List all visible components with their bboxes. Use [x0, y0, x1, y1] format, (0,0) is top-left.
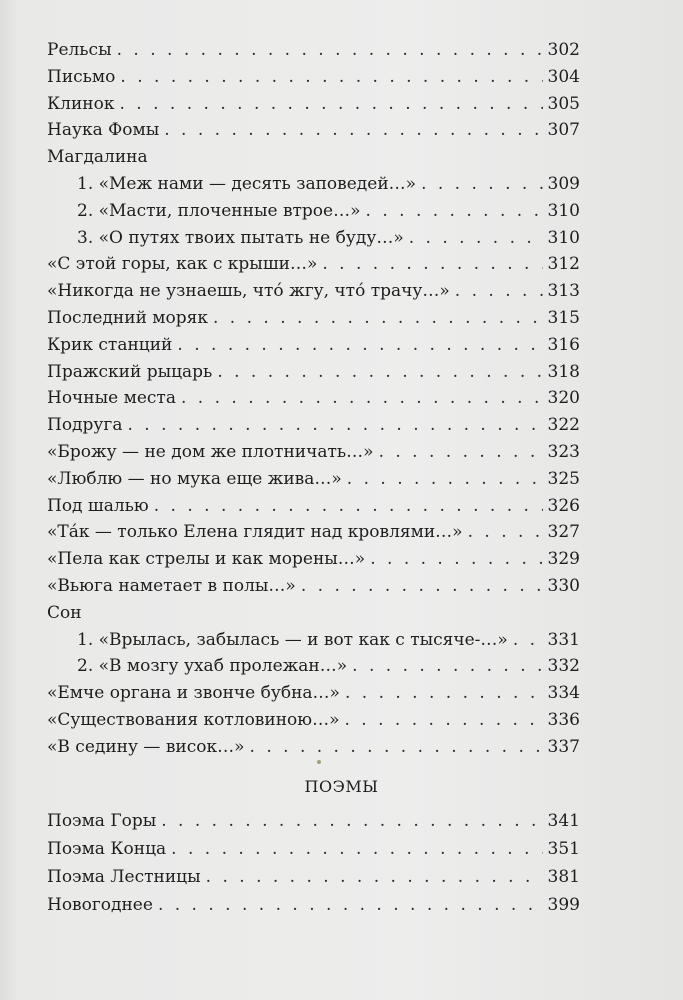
entry-page: 323: [547, 441, 580, 462]
entry-title: «Никогда не узнаешь, что́ жгу, что́ трачу…»: [47, 281, 450, 302]
toc-entry-thomas: [47, 117, 580, 144]
toc-entry-night-places: [47, 385, 580, 412]
entry-page: 332: [547, 656, 580, 677]
entry-title: Под шалью: [47, 495, 149, 516]
entry-page: 329: [547, 549, 580, 570]
dot-leader: [164, 117, 542, 144]
dot-leader: [344, 707, 542, 734]
entry-title: 2. «Масти, плоченные втрое…»: [77, 200, 361, 221]
entry-title: «Брожу — не дом же плотничать…»: [47, 441, 374, 462]
entry-page: 326: [547, 495, 580, 516]
dot-leader: [301, 573, 543, 600]
dot-leader: [161, 807, 542, 835]
toc-entry-dream-2: [47, 653, 580, 680]
entry-page: 315: [547, 307, 580, 328]
entry-page: 312: [547, 254, 580, 275]
entry-page: 337: [547, 736, 580, 757]
poems-contents: [47, 807, 580, 919]
entry-title: «Емче органа и звонче бубна…»: [47, 683, 340, 704]
dot-leader: [347, 466, 543, 493]
dot-leader: [366, 198, 543, 225]
entry-page: 320: [547, 388, 580, 409]
entry-title: Поэма Конца: [47, 839, 167, 859]
entry-page: 327: [547, 522, 580, 543]
entry-page: 331: [547, 629, 580, 650]
toc-entry-organ: [47, 680, 580, 707]
toc-entry-arrows: [47, 546, 580, 573]
entry-page: 316: [547, 334, 580, 355]
entry-title: 1. «Меж нами — десять заповедей…»: [77, 173, 417, 194]
toc-entry-love: [47, 466, 580, 493]
ink-speck: [317, 760, 321, 764]
entry-title: 3. «О путях твоих пытать не буду…»: [77, 227, 404, 248]
entry-page: 307: [547, 120, 580, 141]
dot-leader: [117, 37, 543, 64]
entry-title: «Вьюга наметает в полы…»: [47, 575, 296, 596]
entry-page: 399: [547, 895, 580, 915]
entry-page: 325: [547, 468, 580, 489]
toc-entry-mountain-roof: [47, 251, 580, 278]
entry-page: 318: [547, 361, 580, 382]
dot-leader: [379, 439, 543, 466]
group-title: Магдалина: [47, 147, 148, 168]
dot-leader: [120, 64, 542, 91]
entry-page: 330: [547, 575, 580, 596]
entry-title: Подруга: [47, 415, 123, 436]
dot-leader: [181, 385, 543, 412]
dot-leader: [370, 546, 542, 573]
toc-entry-poem-staircase: [47, 863, 580, 891]
toc-entry-dream-1: [47, 627, 580, 654]
toc-entry-wander: [47, 439, 580, 466]
dot-leader: [513, 627, 543, 654]
entry-page: 310: [547, 200, 580, 221]
entry-title: Пражский рыцарь: [47, 361, 213, 382]
entry-title: Клинок: [47, 93, 115, 114]
entry-title: Последний моряк: [47, 307, 208, 328]
toc-entry-blizzard: [47, 573, 580, 600]
toc-group-dream: [47, 600, 580, 627]
dot-leader: [468, 519, 543, 546]
dot-leader: [158, 891, 543, 919]
entry-title: «Люблю — но мука еще жива…»: [47, 468, 342, 489]
toc-entry-prague-knight: [47, 359, 580, 386]
toc-entry-existence: [47, 707, 580, 734]
dot-leader: [322, 251, 542, 278]
toc-entry-new-year: [47, 891, 580, 919]
entry-page: 341: [547, 811, 580, 831]
toc-group-magdalene: [47, 144, 580, 171]
toc-entry-magdalene-2: [47, 198, 580, 225]
group-title: Сон: [47, 602, 82, 623]
toc-entry-rails: [47, 37, 580, 64]
entry-page: 310: [547, 227, 580, 248]
entry-page: 336: [547, 709, 580, 730]
dot-leader: [171, 835, 542, 863]
toc-entry-never-know: [47, 278, 580, 305]
entry-page: 304: [547, 66, 580, 87]
entry-page: 309: [547, 173, 580, 194]
toc-entry-last-sailor: [47, 305, 580, 332]
dot-leader: [455, 278, 543, 305]
dot-leader: [206, 863, 543, 891]
entry-title: 1. «Врылась, забылась — и вот как с тысяче-…»: [77, 629, 508, 650]
toc-entry-temple: [47, 734, 580, 761]
toc-entry-poem-end: [47, 835, 580, 863]
toc-entry-blade: [47, 91, 580, 118]
entry-title: Ночные места: [47, 388, 176, 409]
toc-entry-helen: [47, 519, 580, 546]
toc-entry-letter: [47, 64, 580, 91]
entry-title: «Та́к — только Елена глядит над кровлями…»: [47, 522, 463, 543]
toc-entry-under-shawl: [47, 493, 580, 520]
entry-page: 302: [547, 40, 580, 60]
toc-entry-friend: [47, 412, 580, 439]
dot-leader: [127, 412, 542, 439]
entry-page: 334: [547, 683, 580, 704]
dot-leader: [352, 653, 542, 680]
entry-page: 305: [547, 93, 580, 114]
dot-leader: [177, 332, 542, 359]
entry-title: Поэма Лестницы: [47, 867, 201, 887]
entry-title: «Пела как стрелы и как морены…»: [47, 549, 366, 570]
entry-title: 2. «В мозгу ухаб пролежан…»: [77, 656, 348, 677]
toc-entry-magdalene-3: [47, 225, 580, 252]
table-of-contents: [47, 37, 580, 761]
toc-entry-magdalene-1: [47, 171, 580, 198]
entry-title: Крик станций: [47, 334, 173, 355]
dot-leader: [250, 734, 543, 761]
dot-leader: [421, 171, 542, 198]
dot-leader: [345, 680, 543, 707]
section-heading: ПОЭМЫ: [304, 777, 379, 796]
entry-title: «В седину — висок…»: [47, 736, 245, 757]
dot-leader: [409, 225, 543, 252]
entry-title: Поэма Горы: [47, 811, 157, 831]
toc-entry-station-cry: [47, 332, 580, 359]
toc-entry-poem-mountain: [47, 807, 580, 835]
entry-title: «С этой горы, как с крыши…»: [47, 254, 318, 275]
entry-title: «Существования котловиною…»: [47, 709, 340, 730]
entry-title: Письмо: [47, 66, 116, 87]
entry-page: 313: [547, 281, 580, 302]
entry-page: 322: [547, 415, 580, 436]
dot-leader: [213, 305, 543, 332]
dot-leader: [217, 359, 542, 386]
dot-leader: [119, 91, 542, 118]
entry-title: Наука Фомы: [47, 120, 160, 141]
entry-page: 351: [547, 839, 580, 859]
dot-leader: [154, 493, 543, 520]
entry-title: Рельсы: [47, 40, 112, 60]
entry-title: Новогоднее: [47, 895, 153, 915]
entry-page: 381: [547, 867, 580, 887]
